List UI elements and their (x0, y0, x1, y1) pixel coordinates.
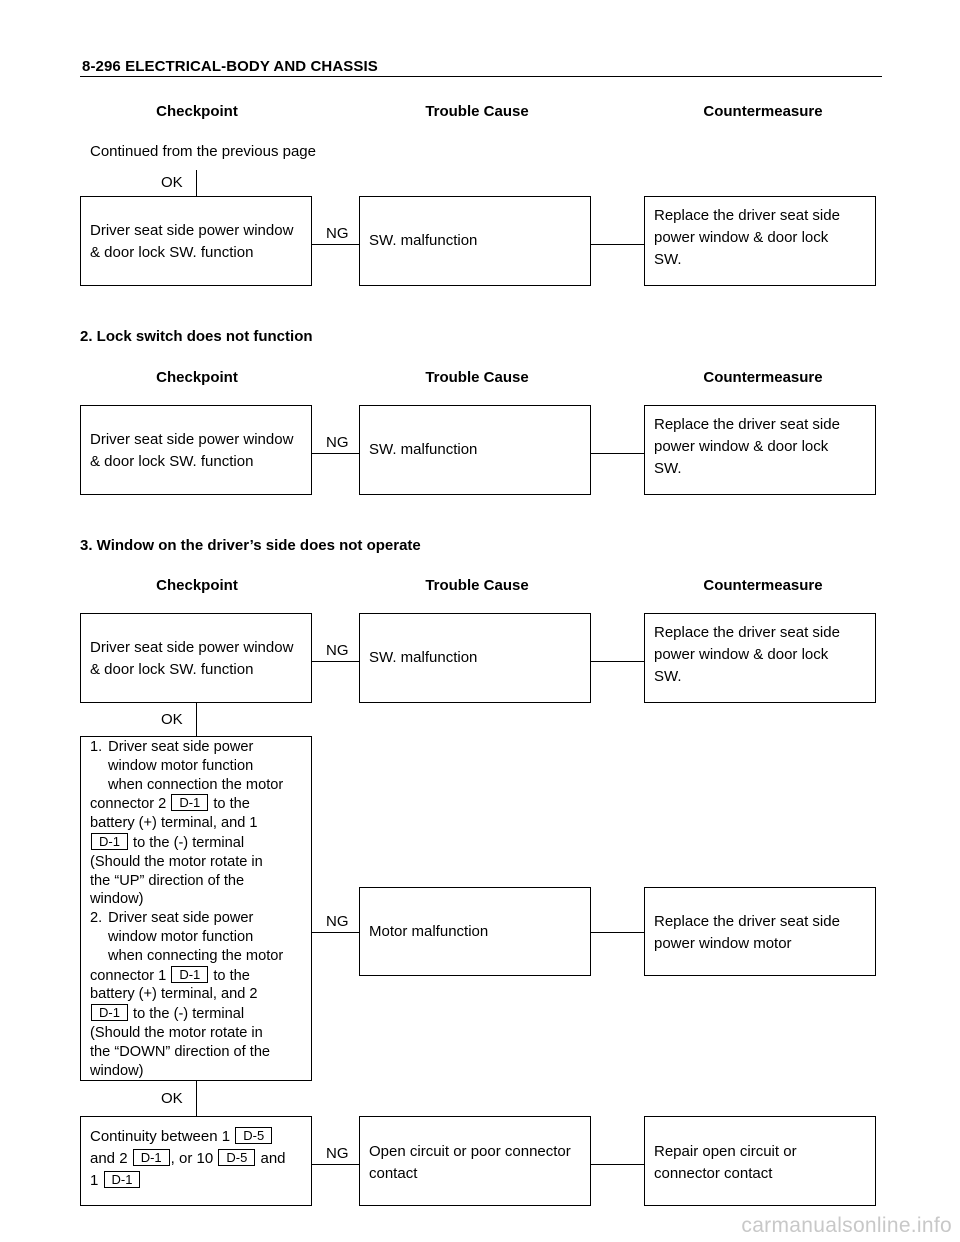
ok-label: OK (161, 1090, 183, 1107)
countermeasure-line: Replace the driver seat side (654, 416, 840, 433)
step-text: (Should the motor rotate in (90, 1024, 263, 1041)
countermeasure-box (644, 405, 876, 495)
column-header-countermeasure: Countermeasure (703, 103, 823, 120)
step-text: battery (+) terminal, and 1 (90, 815, 258, 832)
checkpoint-box (80, 613, 312, 703)
connector-tag: D-5 (235, 1127, 272, 1144)
connector-tag: D-1 (171, 966, 208, 983)
ng-label: NG (326, 434, 349, 451)
column-header-countermeasure: Countermeasure (703, 577, 823, 594)
trouble-cause-box (359, 613, 591, 703)
trouble-cause-box (359, 1116, 591, 1206)
countermeasure-line: power window & door lock (654, 646, 829, 663)
connector-line (591, 661, 644, 662)
connector-line (312, 453, 359, 454)
step-text: window) (90, 891, 144, 908)
trouble-cause-text: SW. malfunction (369, 441, 478, 458)
header-rule (80, 76, 882, 77)
connector-line (591, 1164, 644, 1165)
countermeasure-line: SW. (654, 460, 682, 477)
step-number: 1. (90, 739, 103, 755)
step-text: to the (213, 967, 250, 984)
countermeasure-line: connector contact (654, 1165, 773, 1182)
step-item (90, 738, 309, 794)
trouble-cause-box (359, 887, 591, 976)
countermeasure-line: SW. (654, 668, 682, 685)
step-text: connector 2 (90, 796, 167, 813)
trouble-cause-text: Motor malfunction (369, 923, 489, 940)
step-text: Driver seat side power (108, 910, 254, 927)
step-text: window motor function (108, 928, 254, 945)
trouble-cause-box (359, 196, 591, 286)
checkpoint-box (80, 405, 312, 495)
countermeasure-line: Replace the driver seat side (654, 624, 840, 641)
column-header-checkpoint: Checkpoint (156, 577, 238, 594)
checkpoint-box (80, 196, 312, 286)
connector-line (312, 1164, 359, 1165)
connector-tag: D-1 (91, 1004, 128, 1021)
ok-label: OK (161, 174, 183, 191)
step-number: 2. (90, 910, 103, 927)
trouble-cause-text: SW. malfunction (369, 232, 478, 249)
countermeasure-box (644, 887, 876, 976)
column-header-trouble-cause: Trouble Cause (425, 103, 529, 120)
trouble-cause-box (359, 405, 591, 495)
connector-tag: D-1 (171, 794, 208, 811)
checkpoint-line: Driver seat side power window (90, 431, 294, 448)
trouble-cause-line: contact (369, 1165, 418, 1182)
countermeasure-box (644, 196, 876, 286)
countermeasure-line: SW. (654, 251, 682, 268)
connector-line (312, 661, 359, 662)
connector-tag: D-1 (104, 1171, 141, 1188)
checkpoint-text: and 2 (90, 1150, 128, 1167)
checkpoint-line: & door lock SW. function (90, 453, 254, 470)
connector-tag: D-5 (218, 1149, 255, 1166)
column-header-checkpoint: Checkpoint (156, 369, 238, 386)
step-text: the “DOWN” direction of the (90, 1043, 271, 1060)
checkpoint-text: 1 (90, 1172, 99, 1189)
countermeasure-line: Replace the driver seat side (654, 913, 840, 930)
step-text: when connection the motor (108, 776, 284, 793)
checkpoint-box (80, 736, 312, 1081)
step-text: when connecting the motor (108, 947, 284, 964)
ng-label: NG (326, 913, 349, 930)
step-text: the “UP” direction of the (90, 872, 245, 889)
section-title: 3. Window on the driver’s side does not operate (80, 537, 421, 554)
column-header-countermeasure: Countermeasure (703, 369, 823, 386)
countermeasure-box (644, 1116, 876, 1206)
step-text: to the (213, 796, 250, 813)
connector-line (196, 1081, 197, 1116)
checkpoint-text: , or 10 (170, 1150, 214, 1167)
connector-line (591, 244, 644, 245)
section-title: 2. Lock switch does not function (80, 328, 313, 345)
checkpoint-text: and (260, 1150, 286, 1167)
trouble-cause-line: Open circuit or poor connector (369, 1143, 571, 1160)
checkpoint-box (80, 1116, 312, 1206)
checkpoint-line: & door lock SW. function (90, 244, 254, 261)
connector-tag: D-1 (133, 1149, 170, 1166)
page-title: 8-296 ELECTRICAL-BODY AND CHASSIS (82, 58, 378, 75)
checkpoint-line: Driver seat side power window (90, 639, 294, 656)
countermeasure-line: Replace the driver seat side (654, 207, 840, 224)
column-header-trouble-cause: Trouble Cause (425, 577, 529, 594)
countermeasure-box (644, 613, 876, 703)
connector-line (196, 170, 197, 196)
step-text: (Should the motor rotate in (90, 853, 263, 870)
connector-line (196, 703, 197, 736)
ng-label: NG (326, 642, 349, 659)
countermeasure-line: power window & door lock (654, 229, 829, 246)
countermeasure-line: Repair open circuit or (654, 1143, 797, 1160)
ng-label: NG (326, 1145, 349, 1162)
countermeasure-line: power window & door lock (654, 438, 829, 455)
connector-line (312, 244, 359, 245)
checkpoint-line: & door lock SW. function (90, 661, 254, 678)
countermeasure-line: power window motor (654, 935, 792, 952)
connector-line (312, 932, 359, 933)
step-text: Driver seat side power (108, 739, 254, 755)
step-text: window) (90, 1062, 144, 1079)
column-header-trouble-cause: Trouble Cause (425, 369, 529, 386)
step-item (90, 909, 309, 965)
ng-label: NG (326, 225, 349, 242)
connector-line (591, 453, 644, 454)
column-header-checkpoint: Checkpoint (156, 103, 238, 120)
step-text: to the (-) terminal (133, 834, 245, 851)
checkpoint-text: Continuity between 1 (90, 1128, 231, 1145)
watermark: carmanualsonline.info (741, 1214, 952, 1237)
continued-note: Continued from the previous page (90, 143, 316, 160)
connector-tag: D-1 (91, 833, 128, 850)
step-text: window motor function (108, 757, 254, 774)
trouble-cause-text: SW. malfunction (369, 649, 478, 666)
checkpoint-line: Driver seat side power window (90, 222, 294, 239)
step-text: connector 1 (90, 967, 167, 984)
ok-label: OK (161, 711, 183, 728)
step-text: battery (+) terminal, and 2 (90, 986, 258, 1003)
connector-line (591, 932, 644, 933)
step-text: to the (-) terminal (133, 1006, 245, 1023)
